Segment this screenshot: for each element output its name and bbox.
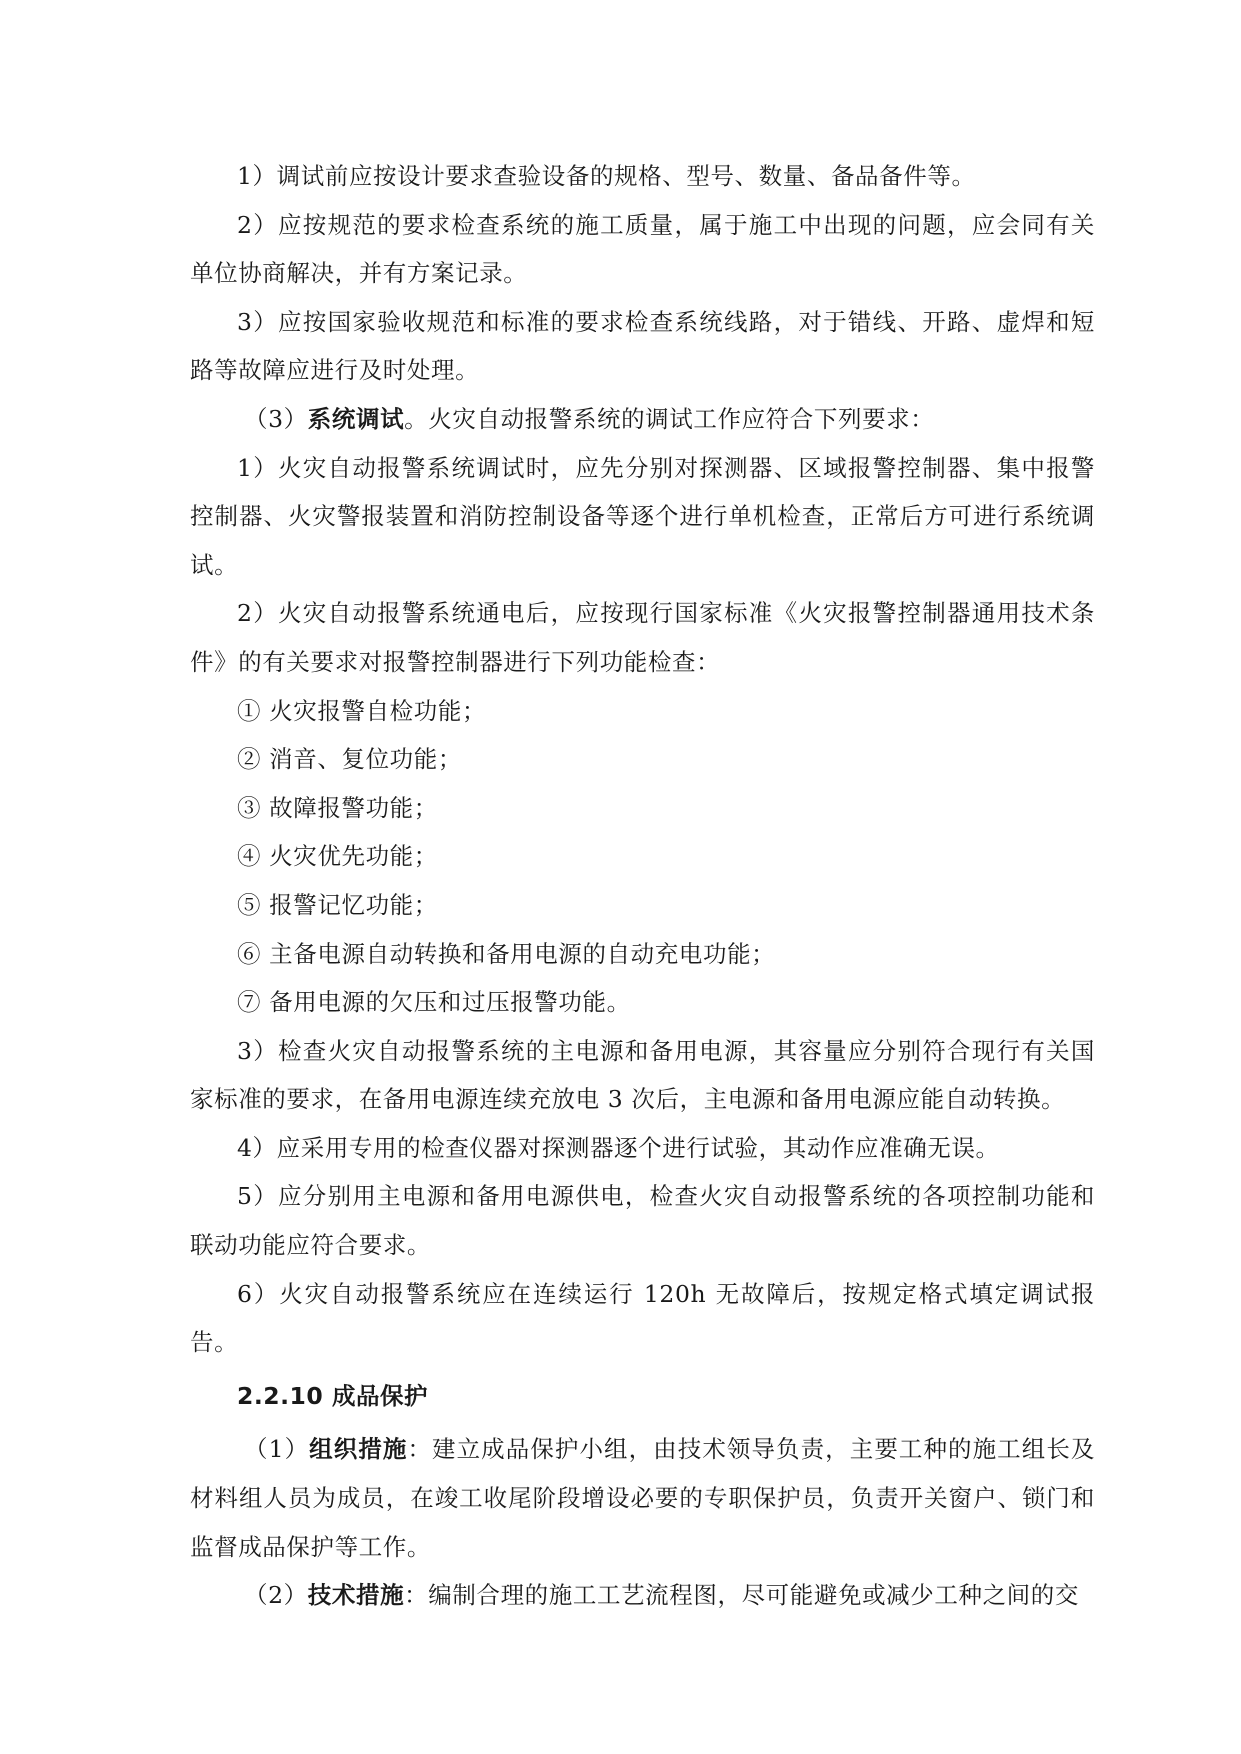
paragraph-technical-measures <box>190 1571 1095 1620</box>
document-page <box>190 152 1095 1620</box>
measure-number: （1） <box>244 1435 310 1464</box>
measure-title-bold: 组织措施 <box>309 1435 408 1464</box>
list-item: ② 消音、复位功能； <box>237 745 462 774</box>
list-item: ④ 火灾优先功能； <box>237 842 438 871</box>
section-title-bold: 系统调试 <box>307 404 405 433</box>
paragraph-debug-step-1: 1）火灾自动报警系统调试时，应先分别对探测器、区域报警控制器、集中报警控制器、火灾警报装置和消防控制设备等逐个进行单机检查，正常后方可进行系统调试。 <box>190 453 1095 579</box>
list-item: ⑤ 报警记忆功能； <box>237 890 438 919</box>
paragraph-check-wiring: 3）应按国家验收规范和标准的要求检查系统线路，对于错线、开路、虚焊和短路等故障应进行及时处理。 <box>190 307 1095 385</box>
measure-title-bold: 技术措施 <box>307 1581 405 1610</box>
paragraph-organization-measures <box>190 1425 1095 1571</box>
list-item: ① 火灾报警自检功能； <box>237 696 487 725</box>
paragraph-debug-step-6: 6）火灾自动报警系统应在连续运行 120h 无故障后，按规定格式填定调试报告。 <box>190 1279 1095 1357</box>
list-item: ⑦ 备用电源的欠压和过压报警功能。 <box>237 988 631 1017</box>
paragraph-debug-step-4: 4）应采用专用的检查仪器对探测器逐个进行试验，其动作应准确无误。 <box>237 1133 1000 1162</box>
paragraph-debug-step-5: 5）应分别用主电源和备用电源供电，检查火灾自动报警系统的各项控制功能和联动功能应符合要求。 <box>190 1182 1095 1260</box>
section-number: （3） <box>244 404 308 433</box>
list-item: ③ 故障报警功能； <box>237 793 438 822</box>
section-text: 。火灾自动报警系统的调试工作应符合下列要求： <box>404 404 935 433</box>
section-heading-product-protection: 2.2.10 成品保护 <box>237 1381 428 1410</box>
paragraph-check-equipment: 1）调试前应按设计要求查验设备的规格、型号、数量、备品备件等。 <box>237 162 976 190</box>
paragraph-debug-step-3: 3）检查火灾自动报警系统的主电源和备用电源，其容量应分别符合现行有关国家标准的要求，在备用电源连续充放电 3 次后，主电源和备用电源应能自动转换。 <box>190 1036 1095 1114</box>
measure-number: （2） <box>244 1581 308 1610</box>
paragraph-debug-step-2: 2）火灾自动报警系统通电后，应按现行国家标准《火灾报警控制器通用技术条件》的有关要求对报警控制器进行下列功能检查： <box>190 599 1095 676</box>
measure-text: ：建立成品保护小组，由技术领导负责，主要工种的施工组长及材料组人员为成员，在竣工收尾阶段增设必要的专职保护员，负责开关窗户、锁门和监督成品保护等工作。 <box>190 1435 1095 1561</box>
list-item: ⑥ 主备电源自动转换和备用电源的自动充电功能； <box>237 939 776 968</box>
paragraph-check-quality: 2）应按规范的要求检查系统的施工质量，属于施工中出现的问题，应会同有关单位协商解决，并有方案记录。 <box>190 210 1095 288</box>
measure-text: ：编制合理的施工工艺流程图，尽可能避免或减少工种之间的交 <box>404 1581 1079 1610</box>
section-system-debug <box>190 395 1095 444</box>
